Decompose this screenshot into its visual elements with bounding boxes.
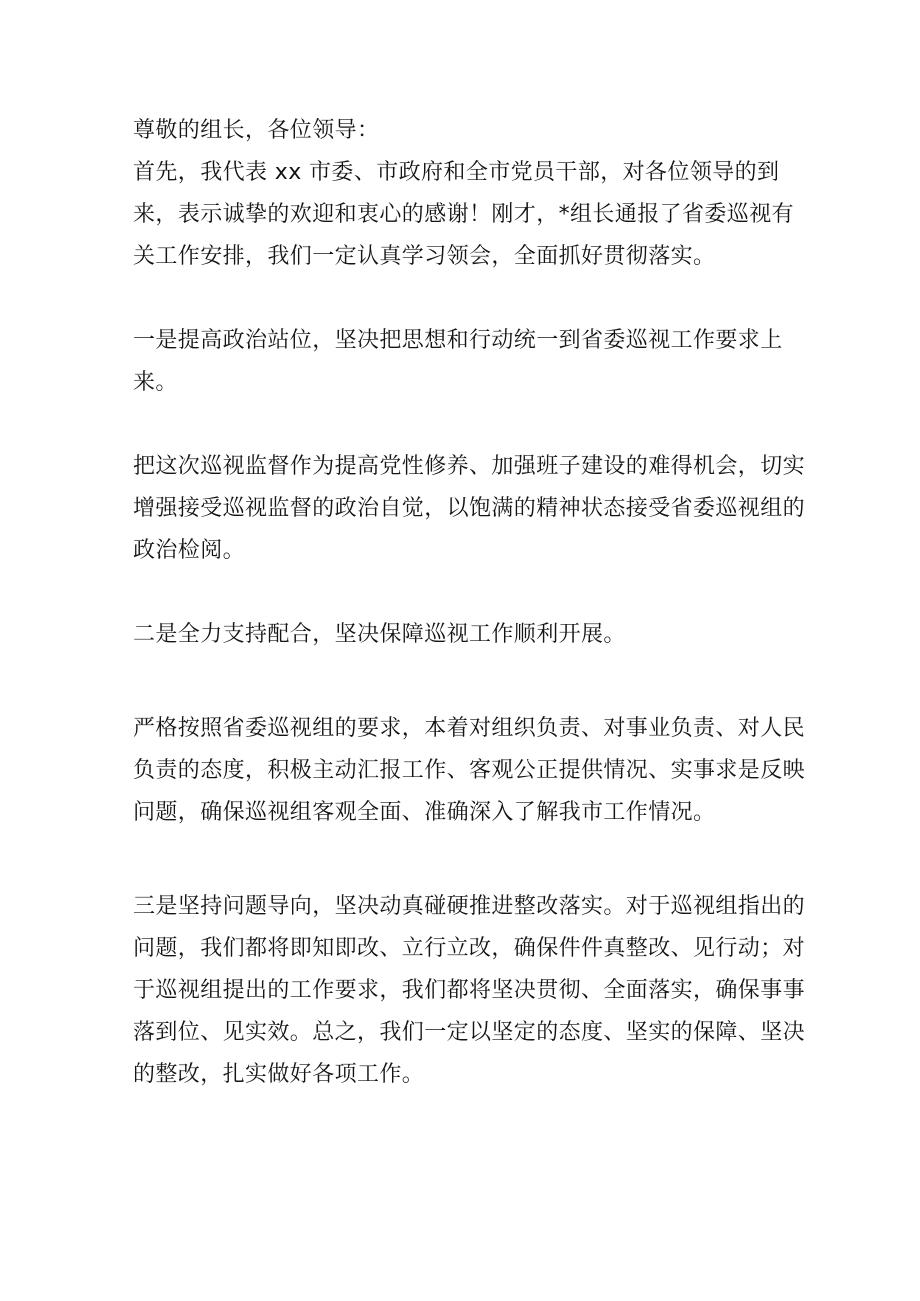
document-body: [133, 110, 813, 1096]
point1-heading: 一是提高政治站位，坚决把思想和行动统一到省委巡视工作要求上来。: [133, 328, 783, 395]
point1-body: 把这次巡视监督作为提高党性修养、加强班子建设的难得机会，切实增强接受巡视监督的政治自觉，以饱满的精神状态接受省委巡视组的政治检阅。: [133, 454, 806, 563]
point2-body: 严格按照省委巡视组的要求，本着对组织负责、对事业负责、对人民负责的态度，积极主动汇报工作、客观公正提供情况、实事求是反映问题，确保巡视组客观全面、准确深入了解我市工作情况。: [133, 716, 806, 825]
point2-heading: 二是全力支持配合，坚决保障巡视工作顺利开展。: [133, 622, 626, 647]
intro-paragraph: 首先，我代表 xx 市委、市政府和全市党员干部，对各位领导的到来，表示诚挚的欢迎和衷心的感谢！刚才，*组长通报了省委巡视有关工作安排，我们一定认真学习领会，全面抓好贯彻落实。: [133, 160, 795, 269]
salutation: 尊敬的组长，各位领导：: [133, 118, 380, 143]
point3-paragraph: 三是坚持问题导向，坚决动真碰硬推进整改落实。对于巡视组指出的问题，我们都将即知即改、立行立改，确保件件真整改、见行动；对于巡视组提出的工作要求，我们都将坚决贯彻、全面落实，确保事事落到位、见实效。总之，我们一定以坚定的态度、坚实的保障、坚决的整改，扎实做好各项工作。: [133, 894, 806, 1087]
